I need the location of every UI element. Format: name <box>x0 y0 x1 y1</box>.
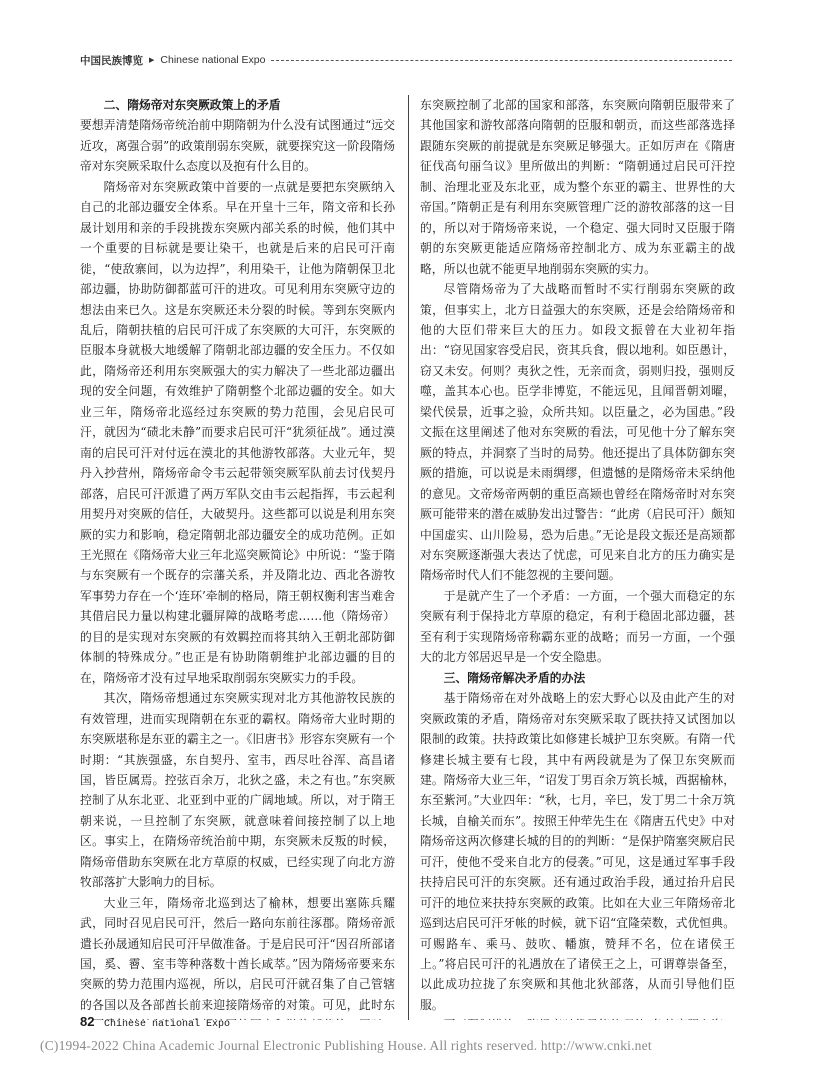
paragraph: 大业三年，隋炀帝北巡到达了榆林，想要出塞陈兵耀武，同时召见启民可汗，然后一路向东前往涿郡。隋炀帝派遣长孙晟通知启民可汗早做准备。于是启民可汗“因召所部诸国，奚、霫、室韦等种落数十酋长咸萃。”因为隋炀帝要来东突厥的势力范围内巡视，所以，启民可汗就召集了自己管辖的各国以及各部酋长前来迎接隋炀帝的对策。可见，此时东 <box>80 895 395 1012</box>
section-heading-2: 二、隋炀帝对东突厥政策上的矛盾 <box>103 98 281 112</box>
right-column <box>420 95 735 1020</box>
triangle-arrow-icon: ▶ <box>149 56 155 64</box>
paragraph: 尽管隋炀帝为了大战略而暂时不实行削弱东突厥的政策，但事实上，北方日益强大的东突厥，还是会给隋炀帝和他的大臣们带来巨大的压力。如段文振曾在大业初年指出：“窃见国家容受启民，资其兵食，假以地利。如臣愚计，窃又未安。何则？夷狄之性，无亲而贪，弱则归投，强则反噬，盖其本心也。臣学非博览，不能远见，且闻晋朝刘曜，梁代侯景，近事之验，众所共知。以臣量之，必为国患。”段文振在这里阐述了他对东突厥的看法，可见他十分了解东突厥的特点，并洞察了当时的局势。他还提出了具体防御东突厥的措施，可以说是未雨绸缪，但遗憾的是隋炀帝未采纳他的意见。文帝炀帝两朝的重臣高颎也曾经在隋炀帝时对东突厥可能带来的潜在威胁发出过警告：“此虏（启民可汗）颇知中国虚实、山川险易，恐为后患。”无论是段文振还是高颎都对东突厥逐渐强大表达了忧虑，可见来自北方的压力确实是隋炀帝时代人们不能忽视的主要问题。 <box>420 282 735 583</box>
journal-title-en: Chinese national Expo <box>160 54 266 66</box>
paragraph: 要想弄清楚隋炀帝统治前中期隋朝为什么没有试图通过“远交近攻，离强合弱”的政策削弱东突厥，就要探究这一阶段隋炀帝对东突厥采取什么态度以及抱有什么目的。 <box>80 118 395 174</box>
section-heading-3: 三、隋炀帝解决矛盾的办法 <box>443 670 586 685</box>
paragraph: 东突厥控制了北部的国家和部落，东突厥向隋朝臣服带来了其他国家和游牧部落向隋朝的臣服和朝贡，而这些部落选择跟随东突厥的前提就是东突厥足够强大。正如厉声在《隋唐征伐高句丽刍议》里所做出的判断：“隋朝通过启民可汗控制、治理北亚及东北亚，成为整个东亚的霸主、世界性的大帝国。”隋朝正是有利用东突厥管理广泛的游牧部落的这一目的，所以对于隋炀帝来说，一个稳定、强大同时又臣服于隋朝的东突厥更能适应隋炀帝控制北方、成为东亚霸主的战略，所以也就不能更早地削弱东突厥的实力。 <box>420 98 735 276</box>
footer-journal-en: Chinese national Expo <box>103 1019 230 1030</box>
page-footer <box>80 1014 230 1030</box>
running-header <box>80 52 732 68</box>
header-dashed-rule <box>271 60 732 61</box>
paragraph: 于是就产生了一个矛盾：一方面，一个强大而稳定的东突厥有利于保持北方草原的稳定，有利于稳固北部边疆，甚至有利于实现隋炀帝称霸东亚的战略；而另一方面，一个强大的北方邻居迟早是一个安全隐患。 <box>420 588 735 665</box>
left-column <box>80 95 395 1020</box>
copyright-notice: (C)1994-2022 China Academic Journal Electronic Publishing House. All rights reserved. http://www.cnki.net <box>40 1038 652 1053</box>
paragraph: 基于隋炀帝在对外战略上的宏大野心以及由此产生的对突厥政策的矛盾，隋炀帝对东突厥采取了既扶持又试图加以限制的政策。扶持政策比如修建长城护卫东突厥。有隋一代修建长城主要有七段，其中有两段就是为了保卫东突厥而建。隋炀帝大业三年，“诏发丁男百余万筑长城，西据榆林，东至紫河。”大业四年：“秋，七月，辛巳，发丁男二十余万筑长城，自榆关而东”。按照王仲荦先生在《隋唐五代史》中对隋炀帝这两次修建长城的目的的判断：“是保护隋塞突厥启民可汗，使他不受来自北方的侵袭。”可见，这是通过军事手段扶持启民可汗的东突厥。还有通过政治手段，通过抬升启民可汗的地位来扶持东突厥的政策。比如在大业三年隋炀帝北巡到达启民可汗牙帐的时候，就下诏“宜隆荣数，式优恒典。可赐路车、乘马、鼓吹、幡旗，赞拜不名，位在诸侯王上。”将启民可汗的礼遇放在了诸侯王之上，可谓尊崇备至，以此成功拉拢了东突厥和其他北狄部落，从而引导他们臣服。 <box>420 691 735 1012</box>
page-number: 82 <box>80 1014 95 1029</box>
paragraph <box>420 1015 735 1020</box>
paragraph: 隋炀帝对东突厥政策中首要的一点就是要把东突厥纳入自己的北部边疆安全体系。早在开皇十三年，隋文帝和长孙晟计划用和亲的手段挑拨东突厥内部关系的时候，他们其中一个重要的目标就是要让染干，也就是后来的启民可汗南徙，“使敌寨间，以为边捍”，利用染干，让他为隋朝保卫北部边疆，协助防御都蓝可汗的进攻。可见利用东突厥守边的想法由来已久。这是东突厥还未分裂的时候。等到东突厥内乱后，隋朝扶植的启民可汗成了东突厥的大可汗，东突厥的臣服本身就极大地缓解了隋朝北部边疆的安全压力。不仅如此，隋炀帝还利用东突厥强大的实力解决了一些北部边疆出现的安全问题，有效维护了隋朝整个北部边疆的安全。如大业三年，隋炀帝北巡经过东突厥的势力范围，会见启民可汗，就因为“碛北未静”而要求启民可汗“犹须征战”。通过漠南的启民可汗对付远在漠北的其他游牧部落。大业元年，契丹入抄营州，隋炀帝命令韦云起带领突厥军队前去讨伐契丹部落，启民可汗派遣了两万军队交由韦云起指挥，韦云起利用契丹对突厥的信任，大破契丹。这些都可以说是利用东突厥的实力和影响，稳定隋朝北部边疆安全的成功范例。正如王光照在《隋炀帝大业三年北巡突厥简论》中所说：“鉴于隋与东突厥有一个既存的宗藩关系，并及隋北边、西北各游牧军事势力存在一个‘连环’牵制的格局，隋王朝权衡利害当难舍其借启民力量以构建北疆屏障的战略考虑……他（隋炀帝）的目的是实现对东突厥的有效羁控而将其纳入王朝北部防御体制的特殊成分。”也正是有协助隋朝维护北部边疆的目的在，隋炀帝才没有过早地采取削弱东突厥实力的手段。 <box>80 179 395 685</box>
column-divider <box>408 95 409 1020</box>
journal-title-cn: 中国民族博览 <box>80 54 143 67</box>
paragraph: 其次，隋炀帝想通过东突厥实现对北方其他游牧民族的有效管理，进而实现隋朝在东亚的霸权。隋炀帝大业时期的东突厥堪称是东亚的霸主之一。《旧唐书》形容东突厥有一个时期：“其族强盛，东自契丹、室韦，西尽吐谷浑、高昌诸国，皆臣属焉。控弦百余万，北狄之盛，未之有也。”东突厥控制了从东北亚、北亚到中亚的广阔地域。所以，对于隋王朝来说，一旦控制了东突厥，就意味着间接控制了以上地区。事实上，在隋炀帝统治前中期，东突厥未反叛的时候，隋炀帝借助东突厥在北方草原的权威，已经实现了向北方游牧部落扩大影响力的目标。 <box>80 691 395 890</box>
